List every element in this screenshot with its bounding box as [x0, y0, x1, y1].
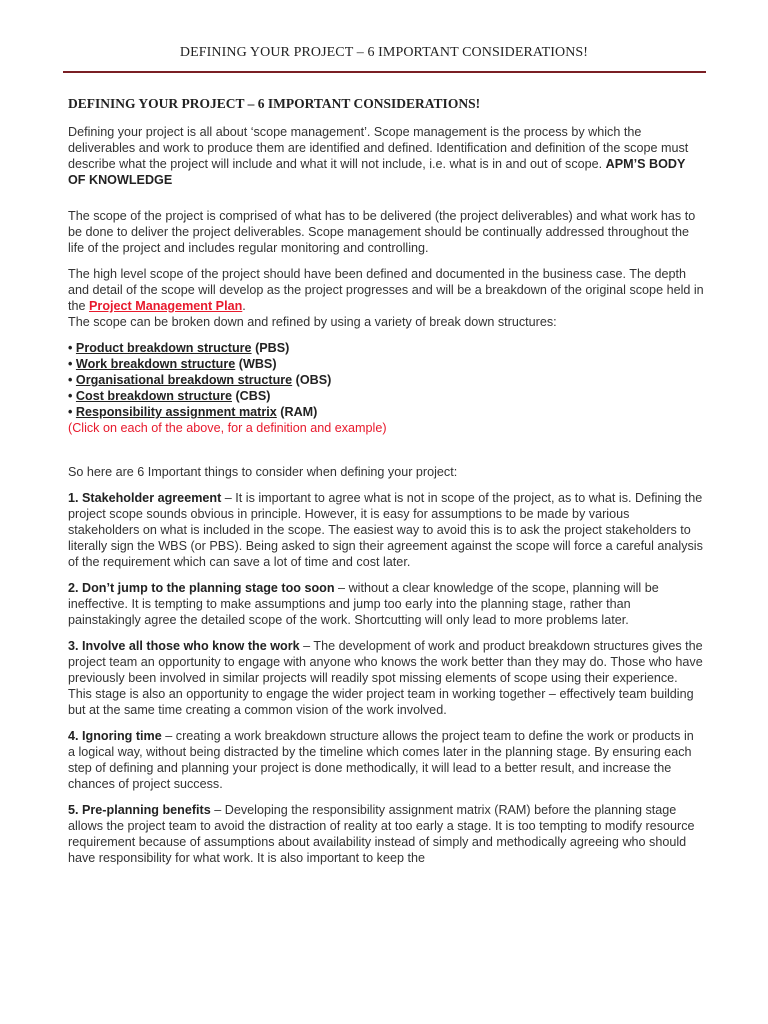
list-item: [68, 388, 704, 404]
consideration-3-title: 3. Involve all those who know the work: [68, 639, 300, 653]
obs-link[interactable]: Organisational breakdown structure: [75, 373, 293, 387]
header-rule: [63, 71, 706, 73]
cbs-abbr: (CBS): [231, 389, 271, 403]
high-level-period: .: [242, 299, 246, 313]
list-item: [68, 340, 704, 356]
click-note: (Click on each of the above, for a definition and example): [68, 421, 387, 435]
pbs-link[interactable]: Product breakdown structure: [75, 341, 252, 355]
bullet: •: [68, 389, 76, 403]
consideration-5: [68, 802, 704, 866]
high-level-text: The high level scope of the project should have been defined and documented in the business case. The depth and detail of the scope will develop as the project progresses and will be a breakdown of the original scope held in the: [68, 267, 704, 313]
bullet: •: [68, 341, 76, 355]
obs-abbr: (OBS): [292, 373, 332, 387]
consideration-3: [68, 638, 704, 718]
intro-source: APM’S BODY OF KNOWLEDGE: [68, 157, 686, 187]
high-level-paragraph: [68, 266, 704, 314]
consideration-3-text: – The development of work and product breakdown structures gives the project team an opportunity to engage with anyone who knows the work better than they may do. Those who have previously been involved in similar projects will readily spot missing elements of scope using their experience. This stage is also an opportunity to engage the wider project team in working together – effectively team building but at the same time creating a common vision of the work involved.: [68, 639, 703, 717]
wbs-link[interactable]: Work breakdown structure: [75, 357, 236, 371]
bullet: •: [68, 373, 76, 387]
list-item: [68, 356, 704, 372]
breakdown-structures-list: [68, 340, 704, 420]
pbs-abbr: (PBS): [251, 341, 290, 355]
document-title: DEFINING YOUR PROJECT – 6 IMPORTANT CONSIDERATIONS!: [68, 96, 481, 111]
consideration-5-title: 5. Pre-planning benefits: [68, 803, 211, 817]
intro-paragraph: [68, 124, 704, 188]
ram-abbr: (RAM): [276, 405, 318, 419]
running-header: DEFINING YOUR PROJECT – 6 IMPORTANT CONSIDERATIONS!: [179, 45, 589, 60]
breakdown-paragraph: The scope can be broken down and refined by using a variety of break down structures:: [68, 315, 557, 329]
bullet: •: [68, 357, 76, 371]
wbs-abbr: (WBS): [235, 357, 277, 371]
consideration-4-title: 4. Ignoring time: [68, 729, 162, 743]
scope-paragraph: The scope of the project is comprised of what has to be delivered (the project deliverables) and what work has to be done to deliver the project deliverables. Scope management should be continually addressed throughout the life of the project and includes regular monitoring and controlling.: [68, 209, 696, 255]
consideration-2-text: – without a clear knowledge of the scope, planning will be ineffective. It is tempting to make assumptions and jump too early into the planning stage, rather than painstakingly agree the detailed scope of the work. Shortcutting will only lead to more problems later.: [68, 581, 659, 627]
consideration-2: [68, 580, 704, 628]
project-management-plan-link[interactable]: Project Management Plan: [89, 299, 243, 313]
consideration-1-text: – It is important to agree what is not in scope of the project, as to what is. Defining the project scope sounds obvious in principle. However, it is easy for assumptions to be made by various stakeholders on what is included in the scope. The easiest way to avoid this is to ask the project stakeholders to literally sign the WBS (or PBS). Being asked to sign their agreement against the scope will force a careful analysis of the requirement which can save a lot of time and cost later.: [68, 491, 703, 569]
consideration-5-text: – Developing the responsibility assignment matrix (RAM) before the planning stage allows the project team to avoid the distraction of reality at too early a stage. It is too tempting to modify resource requirement because of assumptions about availability instead of simply and methodically agreeing who should have responsibility for what work. It is also important to keep the: [68, 803, 695, 865]
document-body: [68, 96, 704, 876]
list-item: [68, 372, 704, 388]
consideration-1: [68, 490, 704, 570]
intro-text: Defining your project is all about ‘scope management’. Scope management is the process by which the deliverables and work to produce them are identified and defined. Identification and definition of the scope must describe what the project will include and what it will not include, i.e. what is in and out of scope.: [68, 125, 689, 171]
list-item: [68, 404, 704, 420]
cbs-link[interactable]: Cost breakdown structure: [75, 389, 232, 403]
bullet: •: [68, 405, 76, 419]
consideration-4-text: – creating a work breakdown structure allows the project team to define the work or products in a logical way, without being distracted by the timeline which comes later in the planning stage. By ensuring each step of defining and planning your project is done methodically, it will lead to a better result, and increase the chances of project success.: [68, 729, 694, 791]
ram-link[interactable]: Responsibility assignment matrix: [75, 405, 277, 419]
considerations-intro: So here are 6 Important things to consider when defining your project:: [68, 465, 458, 479]
consideration-1-title: 1. Stakeholder agreement: [68, 491, 222, 505]
consideration-2-title: 2. Don’t jump to the planning stage too soon: [68, 581, 335, 595]
consideration-4: [68, 728, 704, 792]
